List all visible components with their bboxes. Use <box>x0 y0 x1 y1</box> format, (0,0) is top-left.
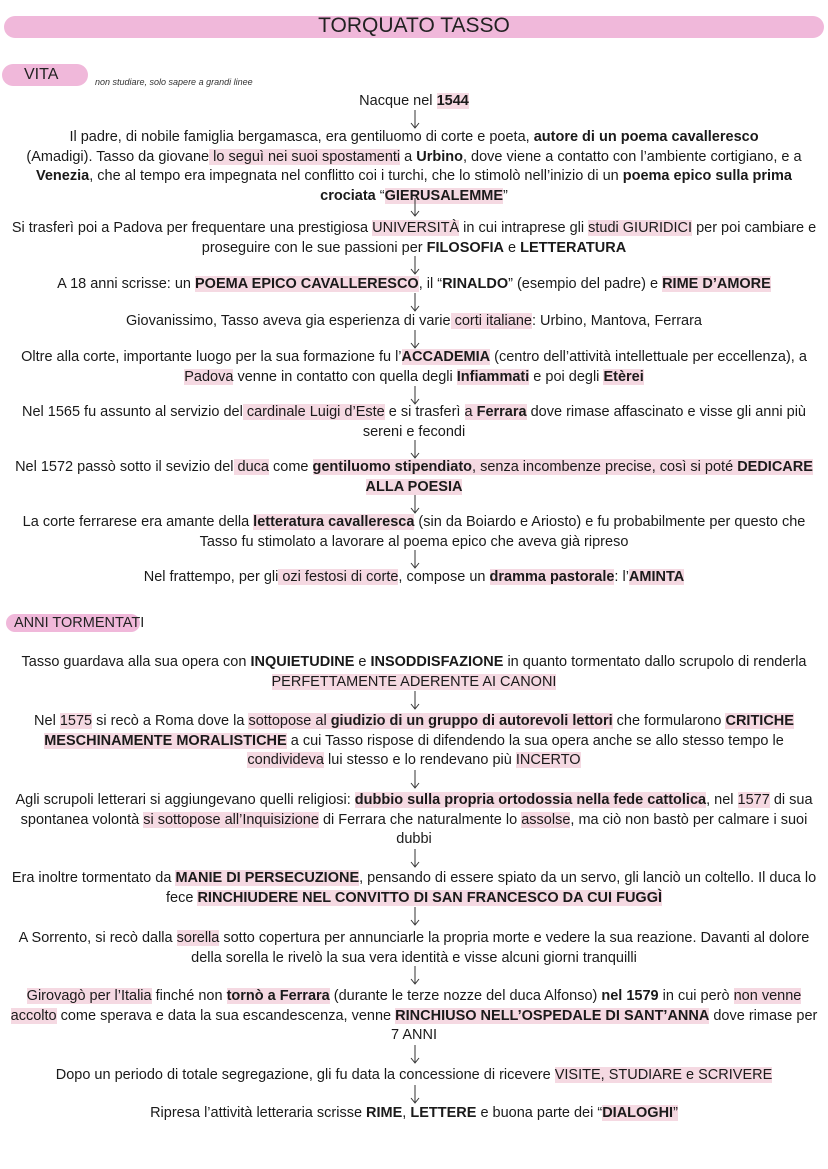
paragraph-dialoghi: Ripresa l’attività letteraria scrisse RIME, LETTERE e buona parte dei “DIALOGHI” <box>150 1105 678 1121</box>
arrow-down-icon <box>410 330 420 350</box>
arrow-down-icon <box>410 1085 420 1105</box>
arrow-down-icon <box>410 110 420 130</box>
arrow-down-icon <box>410 256 420 276</box>
paragraph-sorrento: A Sorrento, si recò dalla sorella sotto copertura per annunciarle la propria morte e vedere la sua reazione. Davanti al dolore della sorella le rivelò la sua vera identità e visse alcuni giorni tranquilli <box>18 930 810 966</box>
arrow-down-icon <box>410 691 420 711</box>
paragraph-corti: Giovanissimo, Tasso aveva gia esperienza di varie corti italiane: Urbino, Mantova, Ferrara <box>126 313 702 329</box>
section-anni-label: ANNI TORMENTATI <box>14 615 145 631</box>
arrow-down-icon <box>410 293 420 313</box>
arrow-down-icon <box>410 440 420 460</box>
paragraph-corte-ferrarese: La corte ferrarese era amante della letteratura cavalleresca (sin da Boiardo e Ariosto) e fu probabilmente per questo che Tasso fu stimolato a lavorare al poema epico che aveva già ripreso <box>22 514 806 550</box>
paragraph-sant-anna: Girovagò per l’Italia finché non tornò a Ferrara (durante le terze nozze del duca Alfonso) nel 1579 in cui però non venne accolto come sperava e data la sua escandescenza, venne RINCHIUSO NELL’OSPEDALE DI SANT’ANNA dove rimase per 7 ANNI <box>10 988 818 1043</box>
paragraph-father: Il padre, di nobile famiglia bergamasca, era gentiluomo di corte e poeta, autore di un poema cavalleresco (Amadigi). Tasso da giovane lo seguì nei suoi spostamenti a Urbino, dove viene a contatto con l’ambiente cortigiano, e a Venezia, che al tempo era impegnata nel conflitto coi i turchi, che lo stimolò nell’inizio di un poema epico sulla prima crociata “GIERUSALEMME” <box>26 129 802 204</box>
paragraph-inquisizione: Agli scrupoli letterari si aggiungevano quelli religiosi: dubbio sulla propria ortodossia nella fede cattolica, nel 1577 di sua spontanea volontà si sottopose all’Inquisizione di Ferrara che naturalmente lo assolse, ma ciò non bastò per calmare i suoi dubbi <box>15 792 813 847</box>
arrow-down-icon <box>410 495 420 515</box>
paragraph-persecuzione: Era inoltre tormentato da MANIE DI PERSECUZIONE, pensando di essere spiato da un servo, gli lanciò un coltello. Il duca lo fece RINCHIUDERE NEL CONVITTO DI SAN FRANCESCO DA CUI FUGGÌ <box>11 870 817 906</box>
vita-handwritten-note: non studiare, solo sapere a grandi linee <box>95 77 253 87</box>
page-title: TORQUATO TASSO <box>318 14 510 37</box>
paragraph-cardinale: Nel 1565 fu assunto al servizio del cardinale Luigi d’Este e si trasferì a Ferrara dove rimase affascinato e visse gli anni più sereni e fecondi <box>21 404 806 440</box>
paragraph-accademia: Oltre alla corte, importante luogo per la sua formazione fu l’ACCADEMIA (centro dell’attività intellettuale per eccellenza), a Padova venne in contatto con quella degli Infiammati e poi degli Etèrei <box>21 349 807 385</box>
arrow-down-icon <box>410 550 420 570</box>
section-vita-label: VITA <box>24 66 59 83</box>
paragraph-padova: Si trasferì poi a Padova per frequentare una prestigiosa UNIVERSITÀ in cui intraprese gli studi GIURIDICI per poi cambiare e proseguire con le sue passioni per FILOSOFIA e LETTERATURA <box>11 220 817 256</box>
arrow-down-icon <box>410 966 420 986</box>
arrow-down-icon <box>410 770 420 790</box>
arrow-down-icon <box>410 849 420 869</box>
paragraph-duca: Nel 1572 passò sotto il sevizio del duca come gentiluomo stipendiato, senza incombenze precise, così si poté DEDICARE ALLA POESIA <box>15 459 813 495</box>
paragraph-segregazione: Dopo un periodo di totale segregazione, gli fu data la concessione di ricevere VISITE, STUDIARE e SCRIVERE <box>55 1067 773 1083</box>
arrow-down-icon <box>410 198 420 218</box>
arrow-down-icon <box>410 1045 420 1065</box>
paragraph-inquietudine: Tasso guardava alla sua opera con INQUIETUDINE e INSODDISFAZIONE in quanto tormentato dallo scrupolo di renderla PERFETTAMENTE ADERENTE AI CANONI <box>21 654 807 690</box>
paragraph-rinaldo: A 18 anni scrisse: un POEMA EPICO CAVALLERESCO, il “RINALDO” (esempio del padre) e RIME D’AMORE <box>57 276 771 292</box>
paragraph-aminta: Nel frattempo, per gli ozi festosi di corte, compose un dramma pastorale: l’AMINTA <box>143 569 685 585</box>
arrow-down-icon <box>410 907 420 927</box>
paragraph-birth: Nacque nel 1544 <box>359 93 469 109</box>
paragraph-roma: Nel 1575 si recò a Roma dove la sottopose al giudizio di un gruppo di autorevoli lettori che formularono CRITICHE MESCHINAMENTE MORALISTICHE a cui Tasso rispose di difendendo la sua opera anche se allo stesso tempo le condivideva lui stesso e lo rendevano più INCERTO <box>34 713 794 768</box>
